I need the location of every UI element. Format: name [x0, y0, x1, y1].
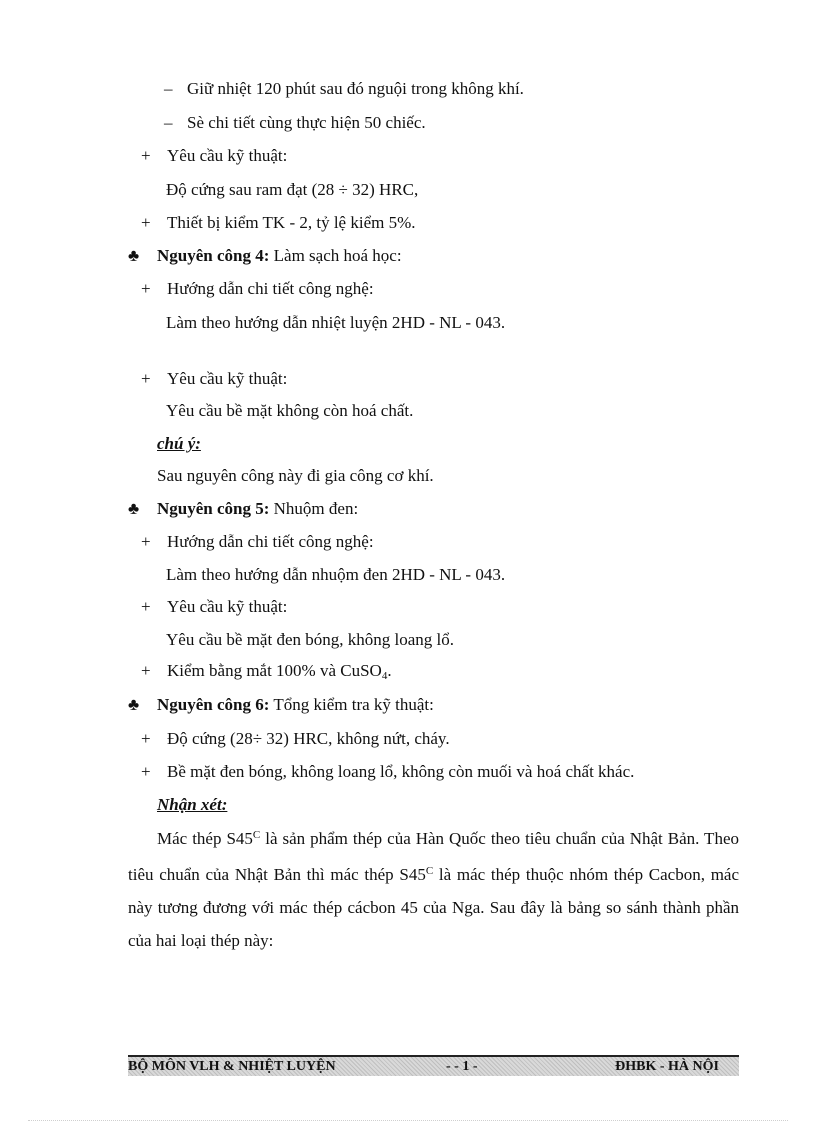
- remark-label: Nhận xét:: [157, 795, 228, 814]
- superscript: C: [252, 829, 261, 841]
- plus-bullet: +: [141, 146, 151, 165]
- paragraph-text-2: là sản phẩm thép của Hàn Quốc theo tiêu chuẩn của Nhật Bản. Theo tiêu chuẩn của Nhật Bản thì mác thép S45: [128, 829, 739, 884]
- footer-department: BỘ MÔN VLH & NHIỆT LUYỆN: [128, 1059, 336, 1074]
- list-item-text: Kiểm bằng mắt 100% và CuSO: [167, 661, 382, 680]
- plus-bullet: +: [141, 661, 151, 680]
- body-text: Làm theo hướng dẫn nhiệt luyện 2HD - NL - 043.: [166, 313, 506, 332]
- dash-bullet: –: [164, 113, 173, 132]
- subscript: 4: [381, 670, 388, 682]
- plus-bullet: +: [141, 762, 151, 781]
- list-item-text: Thiết bị kiểm TK - 2, tỷ lệ kiểm 5%.: [167, 213, 416, 232]
- list-item-text: Sè chi tiết cùng thực hiện 50 chiếc.: [187, 113, 426, 132]
- section-heading-label: Nguyên công 4:: [157, 246, 270, 265]
- section-heading-text: Tổng kiểm tra kỹ thuật:: [269, 695, 434, 714]
- body-text: Yêu cầu bề mặt đen bóng, không loang lổ.: [166, 630, 454, 649]
- dash-bullet: –: [164, 79, 173, 98]
- plus-bullet: +: [141, 597, 151, 616]
- section-heading-text: Làm sạch hoá học:: [269, 246, 402, 265]
- plus-bullet: +: [141, 279, 151, 298]
- body-text: Làm theo hướng dẫn nhuộm đen 2HD - NL - 043.: [166, 565, 506, 584]
- list-item-text: Yêu cầu kỹ thuật:: [167, 597, 288, 616]
- plus-bullet: +: [141, 213, 151, 232]
- page-footer: [128, 1055, 739, 1076]
- club-icon: ♣: [128, 695, 140, 714]
- list-item-text: Yêu cầu kỹ thuật:: [167, 369, 288, 388]
- note-label: chú ý:: [157, 434, 201, 453]
- footer-university: ĐHBK - HÀ NỘI: [615, 1059, 719, 1074]
- plus-bullet: +: [141, 532, 151, 551]
- list-item-text: Hướng dẫn chi tiết công nghệ:: [167, 532, 374, 551]
- plus-bullet: +: [141, 369, 151, 388]
- remark-paragraph: [128, 819, 739, 957]
- paragraph-text-3: là mác thép thuộc nhóm thép Cacbon, mác này tương đương với mác thép cácbon 45 của Nga. Sau đây là bảng so sánh thành phần của hai loại thép này:: [128, 865, 740, 950]
- superscript: C: [425, 865, 434, 877]
- club-icon: ♣: [128, 246, 140, 265]
- club-icon: ♣: [128, 499, 140, 518]
- list-item-text: Bề mặt đen bóng, không loang lổ, không còn muối và hoá chất khác.: [167, 762, 635, 781]
- paragraph-text-1: Mác thép S45: [157, 829, 253, 848]
- list-item-text-end: .: [387, 661, 392, 680]
- section-heading-label: Nguyên công 6:: [157, 695, 270, 714]
- body-text: Sau nguyên công này đi gia công cơ khí.: [157, 466, 434, 485]
- section-heading-text: Nhuộm đen:: [269, 499, 359, 518]
- body-text: Độ cứng sau ram đạt (28 ÷ 32) HRC,: [166, 180, 419, 199]
- list-item-text: Yêu cầu kỹ thuật:: [167, 146, 288, 165]
- list-item-text: Giữ nhiệt 120 phút sau đó nguội trong không khí.: [187, 79, 524, 98]
- plus-bullet: +: [141, 729, 151, 748]
- page-number: - - 1 -: [446, 1059, 478, 1074]
- list-item-text: Hướng dẫn chi tiết công nghệ:: [167, 279, 374, 298]
- page-edge-divider: [28, 1120, 788, 1121]
- list-item-text: Độ cứng (28÷ 32) HRC, không nứt, cháy.: [167, 729, 450, 748]
- section-heading-label: Nguyên công 5:: [157, 499, 270, 518]
- body-text: Yêu cầu bề mặt không còn hoá chất.: [166, 401, 414, 420]
